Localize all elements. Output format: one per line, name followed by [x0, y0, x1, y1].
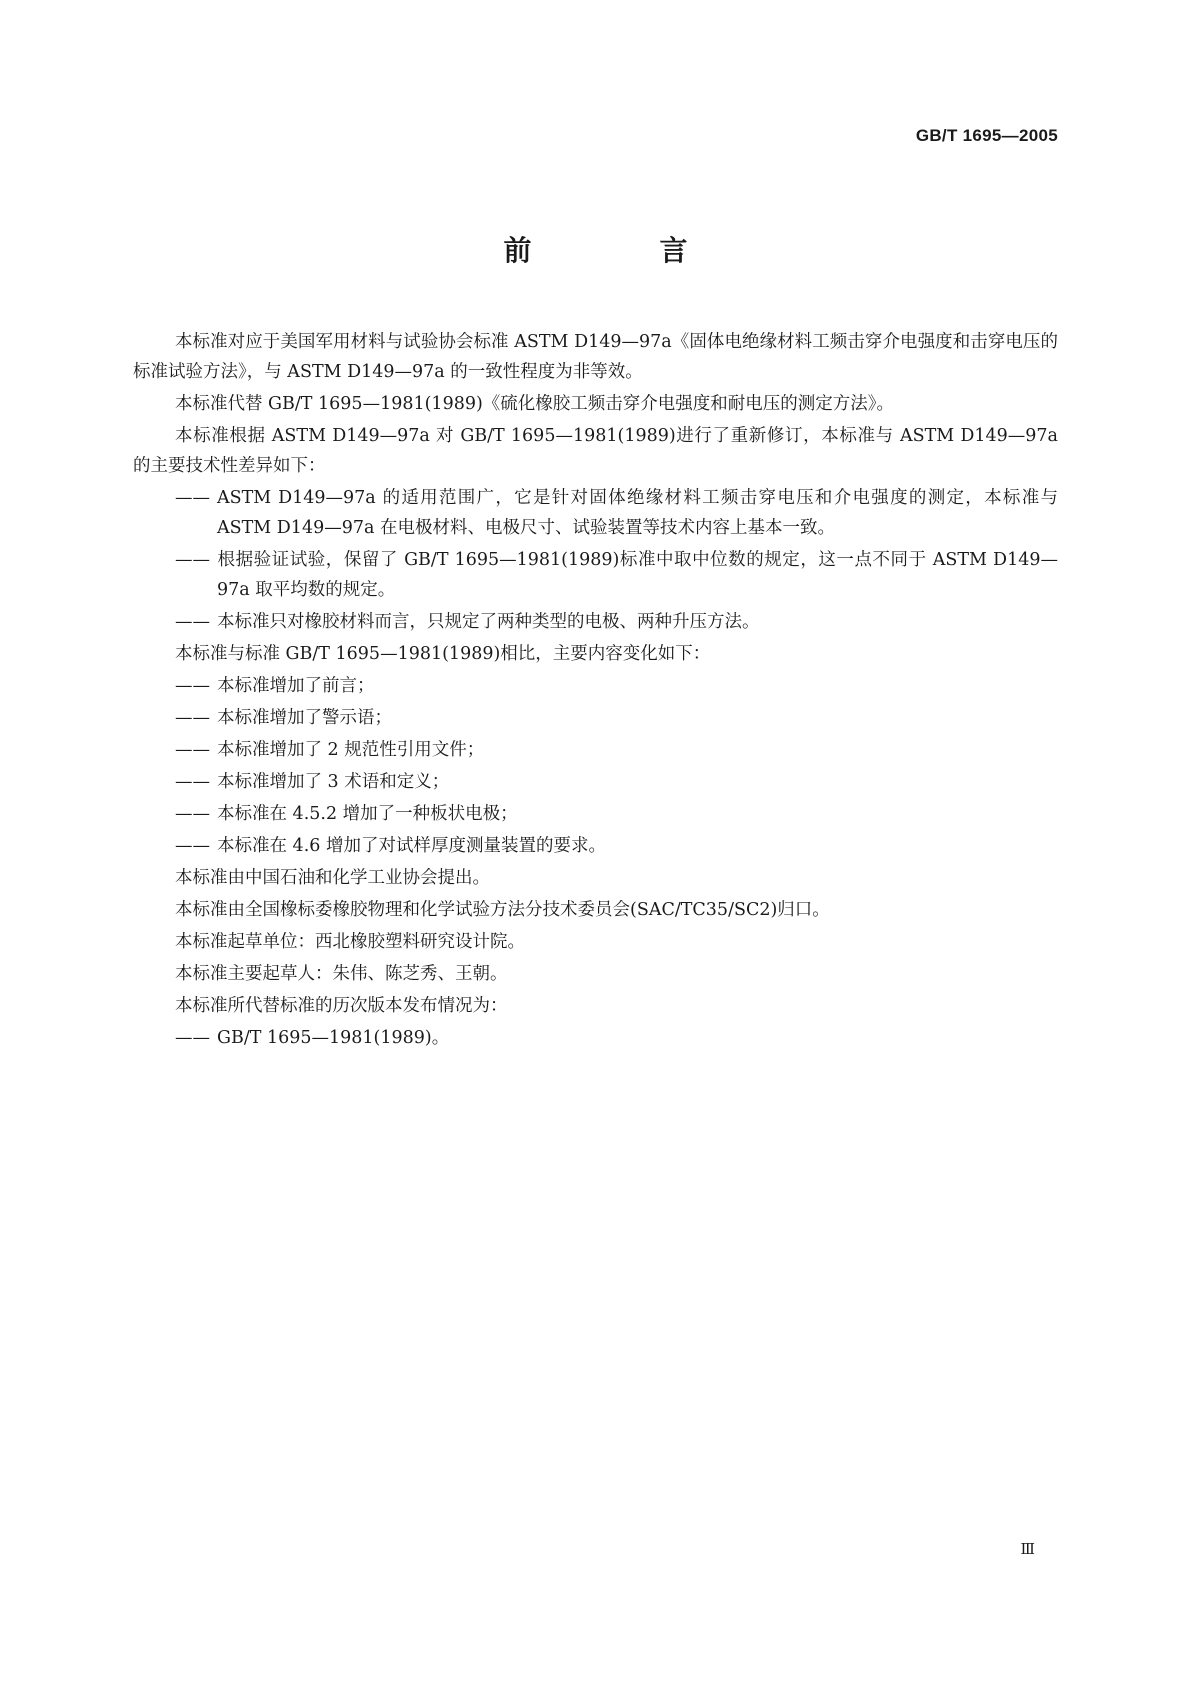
page-title: 前 言 [503, 234, 738, 267]
paragraph-history-intro: 本标准所代替标准的历次版本发布情况为： [175, 996, 508, 1016]
dash-mark: —— [175, 836, 210, 856]
paragraph-correspondence: 本标准对应于美国军用材料与试验协会标准 ASTM D149—97a《固体电绝缘材料工频击穿介电强度和击穿电压的标准试验方法》，与 ASTM D149—97a 的一致性程度为非等效。 [133, 332, 1058, 382]
dash-mark: —— [175, 488, 210, 508]
list-item [133, 671, 1058, 701]
dash-mark: —— [175, 676, 210, 696]
list-item-text: 本标准在 4.6 增加了对试样厚度测量装置的要求。 [217, 836, 606, 856]
dash-mark: —— [175, 804, 210, 824]
paragraph-replaces: 本标准代替 GB/T 1695—1981(1989)《硫化橡胶工频击穿介电强度和耐电压的测定方法》。 [175, 394, 895, 414]
list-item [133, 735, 1058, 765]
list-item-text: 本标准只对橡胶材料而言，只规定了两种类型的电极、两种升压方法。 [217, 612, 760, 632]
list-item [133, 1023, 1058, 1053]
dash-mark: —— [175, 740, 210, 760]
standard-code: GB/T 1695—2005 [915, 126, 1058, 145]
list-item-text: 本标准增加了警示语； [217, 708, 392, 728]
list-item [133, 831, 1058, 861]
list-item [133, 703, 1058, 733]
list-item-text: 本标准增加了 3 术语和定义； [217, 772, 450, 792]
dash-mark: —— [175, 1028, 210, 1048]
paragraph-differences-intro: 本标准根据 ASTM D149—97a 对 GB/T 1695—1981(1989)进行了重新修订，本标准与 ASTM D149—97a 的主要技术性差异如下： [133, 426, 1058, 476]
list-item-text: 本标准增加了 2 规范性引用文件； [217, 740, 485, 760]
paragraph-proposer: 本标准由中国石油和化学工业协会提出。 [175, 868, 490, 888]
paragraph-drafters: 本标准主要起草人：朱伟、陈芝秀、王朝。 [175, 964, 508, 984]
list-item-text: GB/T 1695—1981(1989)。 [217, 1028, 450, 1048]
list-item-text: 本标准在 4.5.2 增加了一种板状电极； [217, 804, 518, 824]
foreword-body [133, 327, 1058, 1055]
list-item-text: 根据验证试验，保留了 GB/T 1695—1981(1989)标准中取中位数的规定，这一点不同于 ASTM D149—97a 取平均数的规定。 [217, 550, 1058, 600]
list-item [133, 607, 1058, 637]
paragraph-committee: 本标准由全国橡标委橡胶物理和化学试验方法分技术委员会(SAC/TC35/SC2)归口。 [175, 900, 830, 920]
dash-mark: —— [175, 772, 210, 792]
list-item [133, 483, 1058, 543]
list-item-text: 本标准增加了前言； [217, 676, 375, 696]
paragraph-changes-intro: 本标准与标准 GB/T 1695—1981(1989)相比，主要内容变化如下： [175, 644, 711, 664]
list-item-text: ASTM D149—97a 的适用范围广，它是针对固体绝缘材料工频击穿电压和介电强度的测定，本标准与 ASTM D149—97a 在电极材料、电极尺寸、试验装置等技术内容上基本一致。 [217, 488, 1058, 538]
list-item [133, 767, 1058, 797]
paragraph-drafting-unit: 本标准起草单位：西北橡胶塑料研究设计院。 [175, 932, 525, 952]
list-item [133, 545, 1058, 605]
list-item [133, 799, 1058, 829]
page-number: Ⅲ [1020, 1540, 1035, 1558]
dash-mark: —— [175, 612, 210, 632]
dash-mark: —— [175, 708, 210, 728]
dash-mark: —— [175, 550, 210, 570]
